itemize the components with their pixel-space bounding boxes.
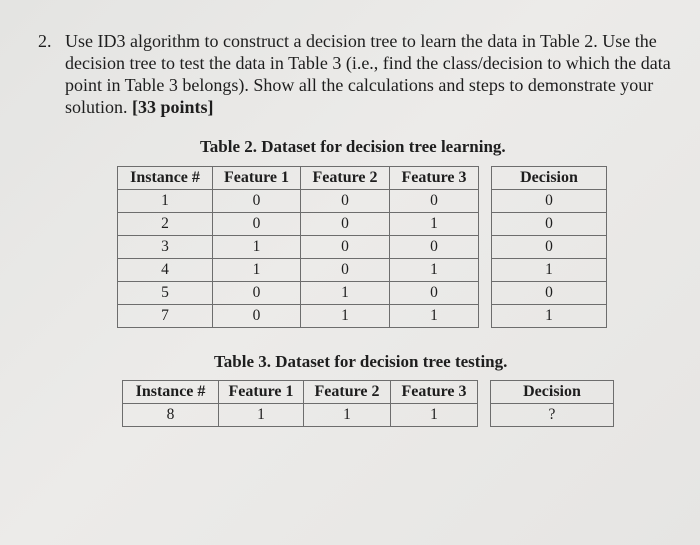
cell: 0 — [390, 282, 479, 305]
table2-training-data — [117, 166, 607, 328]
cell: 0 — [301, 236, 390, 259]
cell: 0 — [390, 190, 479, 213]
cell: 1 — [492, 259, 607, 282]
column-gap — [479, 167, 492, 190]
question-line: Use ID3 algorithm to construct a decision tree to learn the data in Table 2. Use the — [65, 31, 657, 51]
cell: 0 — [213, 213, 301, 236]
table-row — [118, 259, 607, 282]
question-line-text: solution. — [65, 97, 128, 117]
table3-testing-data — [122, 380, 614, 427]
cell: 5 — [118, 282, 213, 305]
header-decision: Decision — [492, 167, 607, 190]
question-line: decision tree to test the data in Table 3 (i.e., find the class/decision to which the data — [65, 53, 671, 73]
table-header-row — [118, 167, 607, 190]
table-row — [123, 404, 614, 427]
question-number: 2. — [38, 31, 52, 51]
header-feature3: Feature 3 — [391, 381, 478, 404]
cell: 0 — [301, 213, 390, 236]
cell: 1 — [304, 404, 391, 427]
table-row — [118, 213, 607, 236]
cell: 0 — [492, 236, 607, 259]
cell: 1 — [492, 305, 607, 328]
cell: 8 — [123, 404, 219, 427]
header-feature2: Feature 2 — [301, 167, 390, 190]
cell: 2 — [118, 213, 213, 236]
header-feature1: Feature 1 — [219, 381, 304, 404]
cell: 0 — [213, 305, 301, 328]
cell: ? — [491, 404, 614, 427]
cell: 1 — [301, 282, 390, 305]
table-row — [118, 305, 607, 328]
cell: 0 — [492, 282, 607, 305]
table-header-row — [123, 381, 614, 404]
column-gap — [479, 190, 492, 213]
cell: 4 — [118, 259, 213, 282]
column-gap — [479, 213, 492, 236]
column-gap — [478, 381, 491, 404]
cell: 3 — [118, 236, 213, 259]
cell: 0 — [301, 190, 390, 213]
cell: 1 — [301, 305, 390, 328]
cell: 0 — [301, 259, 390, 282]
cell: 0 — [492, 213, 607, 236]
cell: 1 — [213, 236, 301, 259]
column-gap — [479, 305, 492, 328]
cell: 1 — [390, 259, 479, 282]
question-points: [33 points] — [132, 97, 214, 117]
table-row — [118, 190, 607, 213]
column-gap — [479, 282, 492, 305]
cell: 1 — [390, 213, 479, 236]
column-gap — [479, 259, 492, 282]
table2-caption: Table 2. Dataset for decision tree learning. — [200, 137, 506, 156]
header-instance: Instance # — [118, 167, 213, 190]
cell: 1 — [118, 190, 213, 213]
cell: 0 — [213, 282, 301, 305]
cell: 1 — [391, 404, 478, 427]
header-instance: Instance # — [123, 381, 219, 404]
question-line: point in Table 3 belongs). Show all the calculations and steps to demonstrate your — [65, 75, 654, 95]
table-row — [118, 236, 607, 259]
table-row — [118, 282, 607, 305]
header-feature2: Feature 2 — [304, 381, 391, 404]
question-text — [65, 30, 671, 118]
column-gap — [479, 236, 492, 259]
cell: 0 — [390, 236, 479, 259]
header-decision: Decision — [491, 381, 614, 404]
cell: 1 — [213, 259, 301, 282]
table3-caption: Table 3. Dataset for decision tree testing. — [214, 352, 508, 371]
cell: 1 — [390, 305, 479, 328]
header-feature3: Feature 3 — [390, 167, 479, 190]
cell: 0 — [213, 190, 301, 213]
question-line-last — [65, 96, 665, 118]
cell: 1 — [219, 404, 304, 427]
header-feature1: Feature 1 — [213, 167, 301, 190]
cell: 7 — [118, 305, 213, 328]
cell: 0 — [492, 190, 607, 213]
column-gap — [478, 404, 491, 427]
